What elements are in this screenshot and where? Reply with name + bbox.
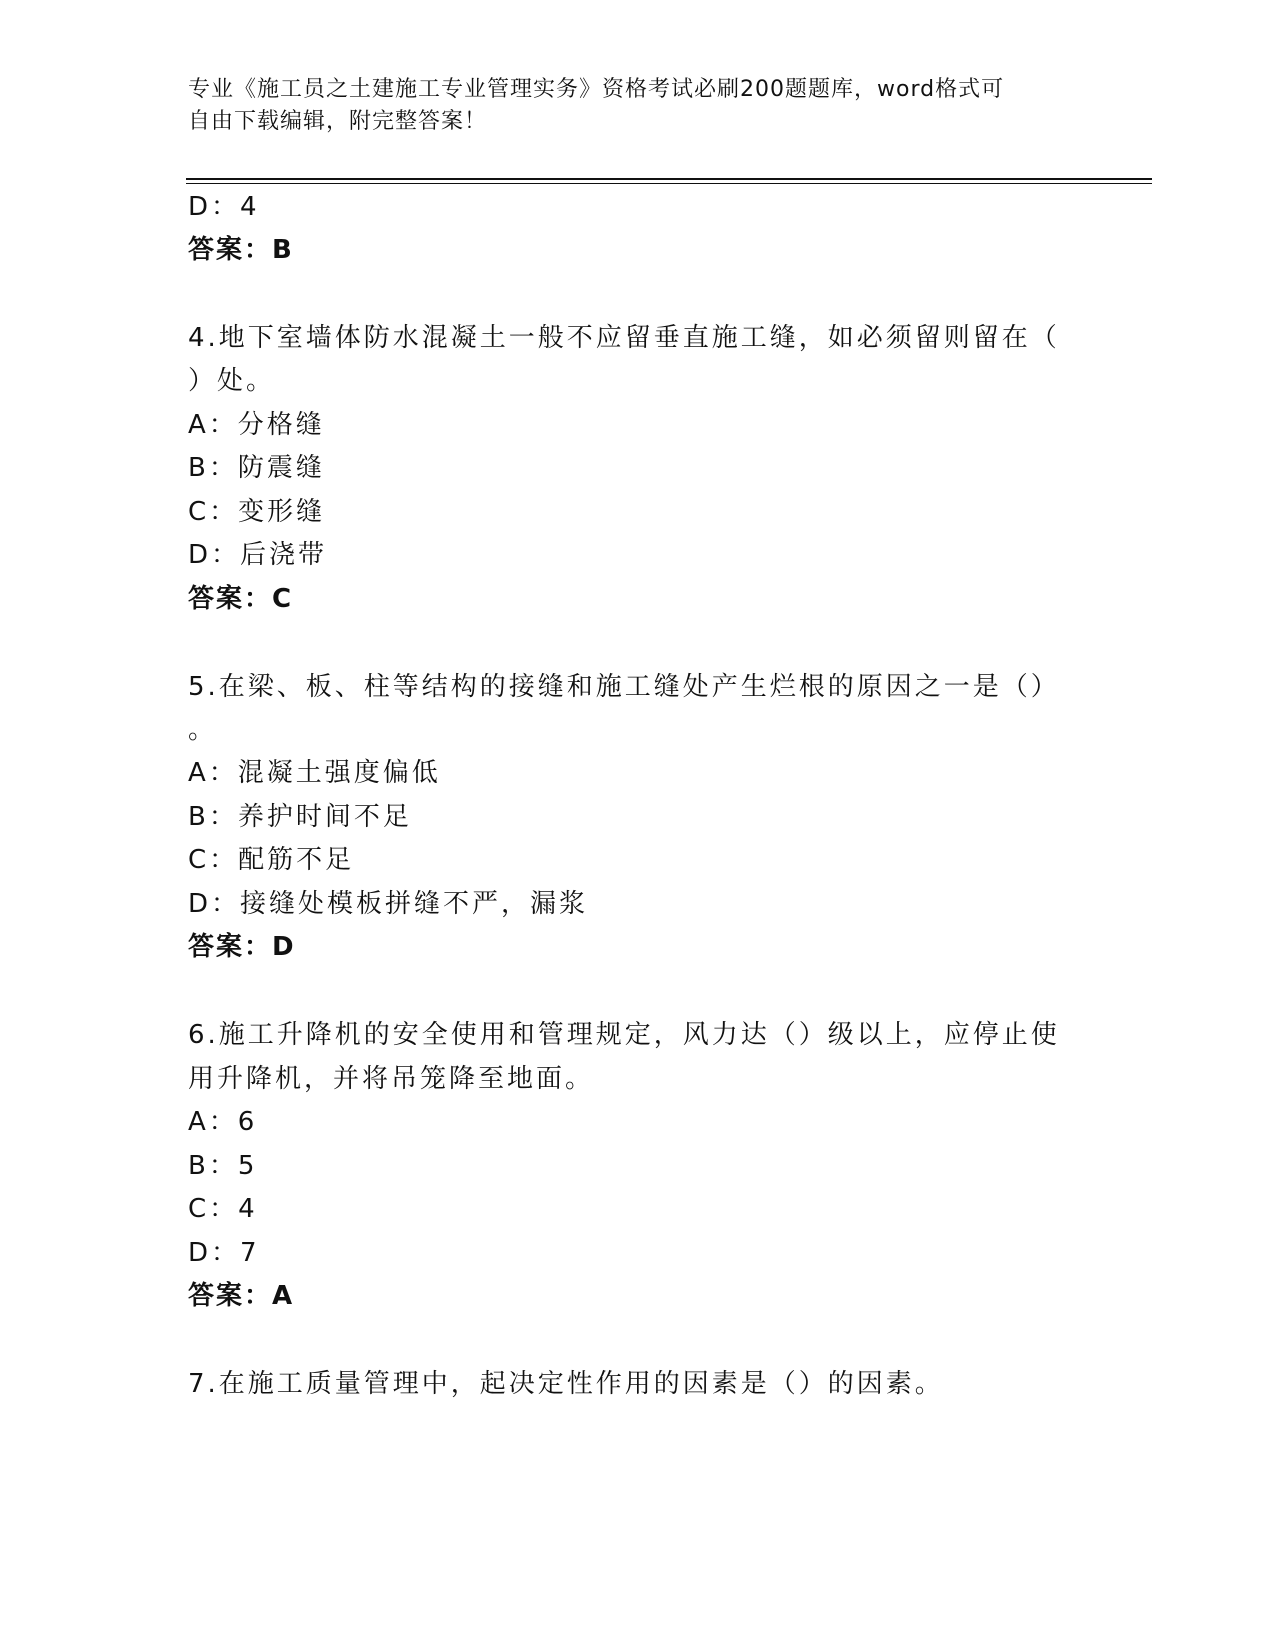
q7-question-line-1: 7.在施工质量管理中，起决定性作用的因素是（）的因素。 <box>188 1369 944 1399</box>
q3-option-d: D：4 <box>188 192 260 222</box>
q4-question-line-2: ）处。 <box>188 366 276 396</box>
q5-option-d: D：接缝处模板拼缝不严，漏浆 <box>188 889 589 919</box>
q4-question-line-1: 4.地下室墙体防水混凝土一般不应留垂直施工缝，如必须留则留在（ <box>188 323 1060 353</box>
q6-question-line-2: 用升降机，并将吊笼降至地面。 <box>188 1064 595 1094</box>
header-title-line-1: 专业《施工员之土建施工专业管理实务》资格考试必刷200题题库，word格式可 <box>188 77 1005 102</box>
header-title-line-2: 自由下载编辑，附完整答案！ <box>188 109 488 134</box>
q3-answer: 答案：B <box>188 235 294 265</box>
q4-option-c: C：变形缝 <box>188 497 326 527</box>
header-divider-thick <box>186 178 1152 180</box>
q4-option-a: A：分格缝 <box>188 410 325 440</box>
page-header <box>188 74 1068 138</box>
q5-option-a: A：混凝土强度偏低 <box>188 758 441 788</box>
header-divider-thin <box>186 183 1152 184</box>
q6-option-d: D：7 <box>188 1238 260 1268</box>
q5-option-b: B：养护时间不足 <box>188 802 412 832</box>
q4-option-d: D：后浇带 <box>188 540 328 570</box>
q5-question-line-1: 5.在梁、板、柱等结构的接缝和施工缝处产生烂根的原因之一是（） <box>188 672 1060 702</box>
q6-option-b: B：5 <box>188 1151 258 1181</box>
q5-question-line-2: 。 <box>188 715 218 745</box>
q4-answer: 答案：C <box>188 584 294 614</box>
q6-question-line-1: 6.施工升降机的安全使用和管理规定，风力达（）级以上，应停止使 <box>188 1020 1060 1050</box>
q6-answer: 答案：A <box>188 1281 295 1311</box>
q5-option-c: C：配筋不足 <box>188 845 355 875</box>
q5-answer: 答案：D <box>188 932 296 962</box>
q6-option-a: A：6 <box>188 1107 258 1137</box>
q6-option-c: C：4 <box>188 1194 258 1224</box>
q4-option-b: B：防震缝 <box>188 453 325 483</box>
